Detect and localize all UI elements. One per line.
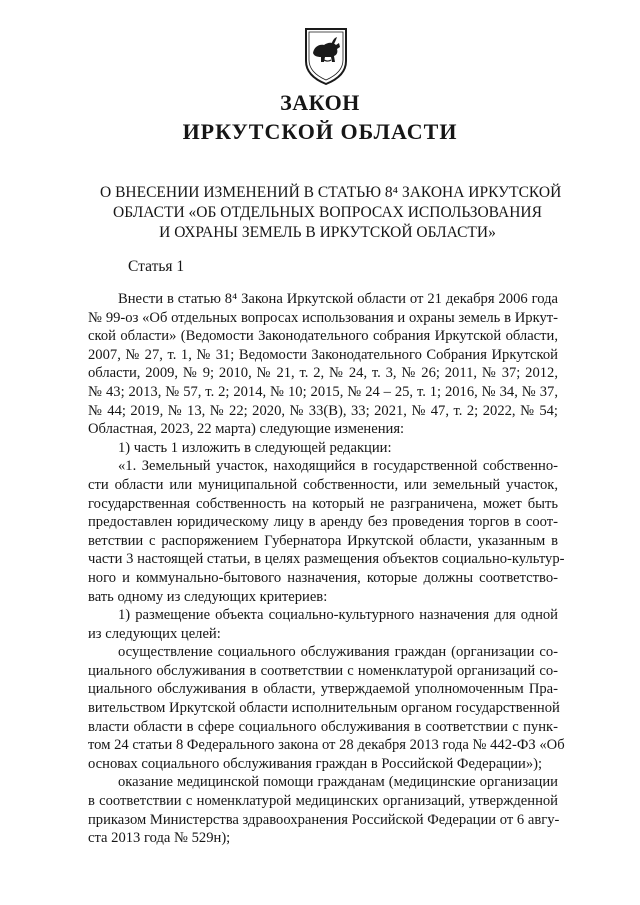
body-line: Внести в статью 8⁴ Закона Иркутской области от 21 декабря 2006 года: [118, 291, 558, 307]
subtitle-line: ОБЛАСТИ «ОБ ОТДЕЛЬНЫХ ВОПРОСАХ ИСПОЛЬЗОВАНИЯ: [113, 204, 542, 221]
body-line: 1) размещение объекта социально-культурного назначения для одной: [118, 607, 558, 624]
body-text: [88, 290, 565, 848]
law-title: ЗАКОН: [280, 90, 360, 115]
body-line: ветствии с распоряжением Губернатора Иркутской области, указанным в: [88, 532, 558, 549]
body-line: ного и коммунально-бытового назначения, которые должны соответство-: [88, 569, 558, 586]
body-line: основах социального обслуживания граждан в Российской Федерации»);: [88, 755, 543, 772]
body-line: № 99-оз «Об отдельных вопросах использования и охраны земель в Иркут-: [88, 309, 558, 326]
body-line: Областная, 2023, 22 марта) следующие изменения:: [88, 421, 405, 438]
body-line: 2007, № 27, т. 1, № 31; Ведомости Законодательного Собрания Иркутской: [88, 346, 558, 363]
body-line: из следующих целей:: [88, 625, 221, 642]
body-line: приказом Министерства здравоохранения Российской Федерации от 6 авгу-: [88, 811, 560, 828]
body-line: № 44; 2019, № 13, № 22; 2020, № 33(В), 33; 2021, № 47, т. 2; 2022, № 54;: [88, 402, 558, 419]
body-line: том 24 статьи 8 Федерального закона от 28 декабря 2013 года № 442-ФЗ «Об: [88, 737, 565, 754]
article-heading: Статья 1: [128, 258, 185, 275]
body-line: части 3 настоящей статьи, в целях размещения объектов социально-культур-: [88, 551, 565, 568]
body-line: предоставлен юридическому лицу в аренду без проведения торгов в соот-: [88, 514, 558, 531]
law-subtitle: [100, 183, 562, 243]
body-line: области, 2009, № 9; 2010, № 21, т. 2, № 24, т. 3, № 26; 2011, № 37; 2012,: [88, 365, 558, 382]
body-line: ской области» (Ведомости Законодательного собрания Иркутской области,: [88, 328, 558, 345]
body-line: циального обслуживания в области, утверждаемой уполномоченным Пра-: [88, 681, 558, 698]
body-line: «1. Земельный участок, находящийся в государственной собственно-: [118, 458, 558, 475]
body-line: государственная собственность на который не разграничена, может быть: [88, 495, 558, 512]
body-line: 1) часть 1 изложить в следующей редакции:: [118, 439, 392, 456]
body-line: власти области в сфере социального обслуживания в соответствии с пунк-: [88, 718, 558, 735]
body-line: ста 2013 года № 529н);: [88, 830, 231, 847]
body-line: сти области или муниципальной собственности, или земельный участок,: [88, 476, 558, 493]
irkutsk-coat-of-arms-icon: [304, 27, 348, 85]
subtitle-line: О ВНЕСЕНИИ ИЗМЕНЕНИЙ В СТАТЬЮ 8⁴ ЗАКОНА ИРКУТСКОЙ: [100, 184, 562, 201]
body-line: № 43; 2013, № 57, т. 2; 2014, № 10; 2015, № 24 – 25, т. 1; 2016, № 34, № 37,: [88, 383, 558, 400]
body-line: циального обслуживания в соответствии с номенклатурой организаций со-: [88, 662, 558, 679]
law-region-title: ИРКУТСКОЙ ОБЛАСТИ: [182, 119, 458, 144]
subtitle-line: И ОХРАНЫ ЗЕМЕЛЬ В ИРКУТСКОЙ ОБЛАСТИ»: [159, 224, 496, 241]
body-line: оказание медицинской помощи гражданам (медицинские организации: [118, 774, 558, 791]
body-line: вать одному из следующих критериев:: [88, 588, 328, 605]
body-line: вительством Иркутской области исполнительным органом государственной: [88, 700, 560, 717]
body-line: в соответствии с номенклатурой медицинских организаций, утвержденной: [88, 793, 558, 810]
body-line: осуществление социального обслуживания граждан (организации со-: [118, 644, 558, 661]
